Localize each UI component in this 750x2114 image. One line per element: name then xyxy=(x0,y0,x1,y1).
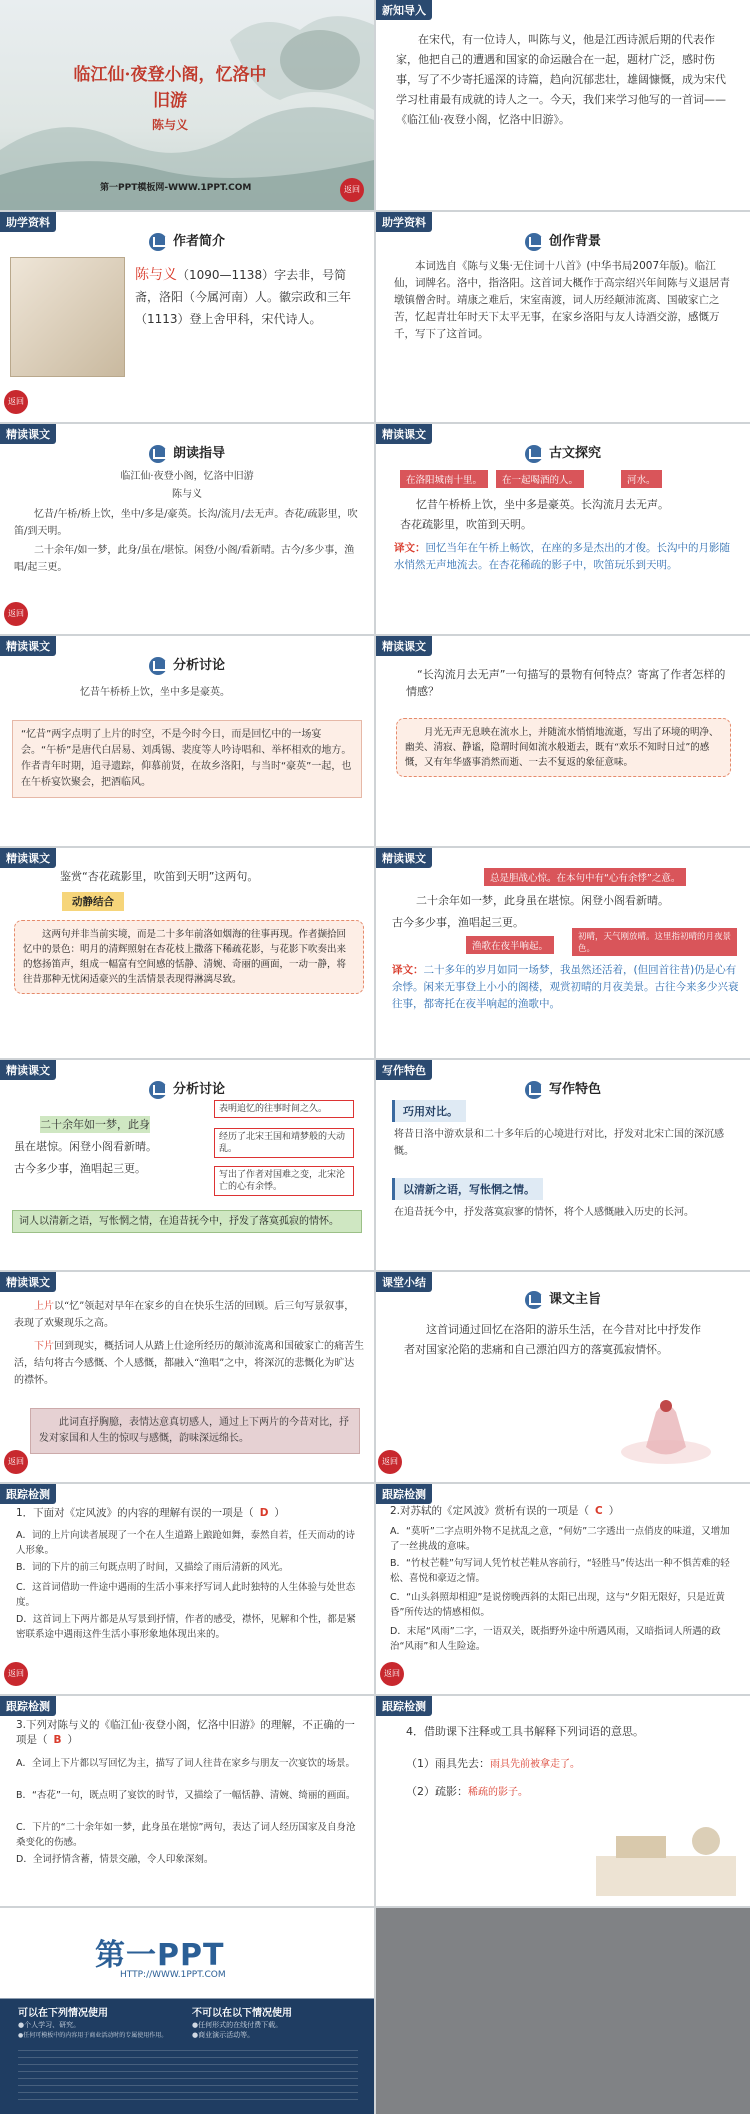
quiz-option: A．词的上片向读者展现了一个在人生道路上踉跄如舞，泰然自若，任天而动的诗人形象。 xyxy=(16,1530,355,1556)
slide-title: 创作背景 xyxy=(376,230,750,251)
quiz-item: （2）疏影：稀疏的影子。 xyxy=(406,1785,528,1798)
book-icon xyxy=(525,445,543,463)
slide-title: 古文探究 xyxy=(376,442,750,463)
slide-tag: 写作特色 xyxy=(376,1060,432,1080)
poem-line: 二十余年如一梦，此身虽在堪惊。闲登小阁看新晴。 xyxy=(416,894,669,907)
summary-box: 词人以清新之语，写怅惘之情，在追昔抚今中，抒发了落寞孤寂的情怀。 xyxy=(12,1210,362,1233)
back-seal[interactable]: 返回 xyxy=(380,1662,404,1686)
cover-title: 临江仙·夜登小阁，忆洛中旧游 xyxy=(73,65,267,111)
usage-allowed-heading: 可以在下列情况使用 xyxy=(18,2008,108,2019)
empty-slot xyxy=(376,1908,750,2114)
poem-line: 二十余年如一梦，此身 xyxy=(40,1118,150,1131)
slide-tag: 新知导入 xyxy=(376,0,432,20)
feature-heading: 巧用对比。 xyxy=(392,1100,466,1122)
desk-illustration xyxy=(586,1806,746,1901)
quiz-option: A．全词上下片都以写回忆为主，描写了词人往昔在家乡与朋友一次宴饮的场景。 xyxy=(16,1758,355,1769)
quiz-option: D．全词抒情含蓄，情景交融，令人印象深刻。 xyxy=(16,1854,214,1865)
appreciation-box: 这两句并非当前实境，而是二十多年前洛如烟海的往事再现。作者撷拾回忆中的景色：明月的清辉照射在杏花枝上撒落下稀疏花影，与花影下吹奏出来的悠扬笛声，组成一幅富有空间感的恬静、清婉、奇丽的画面，一动一静，将往昔那种无忧闲适豪兴的生活情景表现得淋漓尽致。 xyxy=(14,920,364,994)
back-seal[interactable]: 返回 xyxy=(4,1662,28,1686)
slide-analysis-1 xyxy=(0,636,374,846)
slide-appreciation xyxy=(0,848,374,1058)
method-label: 动静结合 xyxy=(62,892,124,911)
ppt-logo[interactable]: 第一PPT xyxy=(95,1938,225,1973)
slide-background xyxy=(376,212,750,422)
usage-allowed-text: ●个人学习、研究。 xyxy=(18,2021,81,2029)
quiz-item: （1）雨具先去：雨具先前被拿走了。 xyxy=(406,1757,580,1770)
back-seal[interactable]: 返回 xyxy=(4,1450,28,1474)
back-seal[interactable]: 返回 xyxy=(4,390,28,414)
usage-forbidden-heading: 不可以在以下情况使用 xyxy=(192,2008,292,2019)
book-icon xyxy=(525,233,543,251)
quiz-question: 2.对苏轼的《定风波》赏析有误的一项是（ C ） xyxy=(390,1505,620,1517)
translation: 译文：二十多年的岁月如同一场梦，我虽然还活着，(但回首往昔)仍是心有余悸。闲来无事登上小小的阁楼，观赏初晴的月夜美景。古往今来多少兴衰往事，都寄托在夜半响起的渔歌中。 xyxy=(392,964,739,1010)
summary-box: 此词直抒胸臆，表情达意真切感人，通过上下两片的今昔对比，抒发对家国和人生的惊叹与感慨，韵味深远绵长。 xyxy=(30,1408,360,1454)
back-seal[interactable]: 返回 xyxy=(378,1450,402,1474)
book-icon xyxy=(149,1081,167,1099)
slide-title: 课文主旨 xyxy=(376,1288,750,1309)
slide-tag: 精读课文 xyxy=(0,1272,56,1292)
translation: 译文：回忆当年在午桥上畅饮，在座的多是杰出的才俊。长沟中的月影随水悄然无声地流去。在杏花稀疏的影子中，吹笛玩乐到天明。 xyxy=(394,542,730,571)
slide-analysis-2 xyxy=(0,1060,374,1270)
feature-heading: 以清新之语，写怅惘之情。 xyxy=(392,1178,543,1200)
quiz-option: B．“杏花”一句，既点明了宴饮的时节，又描绘了一幅恬静、清婉、绮丽的画面。 xyxy=(16,1790,356,1801)
book-icon xyxy=(149,445,167,463)
poem-line: 忆昔午桥桥上饮，坐中多是豪英。长沟流月去无声。 xyxy=(416,498,669,511)
poem-author: 陈与义 xyxy=(172,489,202,500)
note-tag: 渔歌在夜半响起。 xyxy=(466,936,554,954)
quiz-option: A．“莫听”二字点明外物不足扰乱之意，“何妨”二字透出一点俏皮的味道，又增加了一丝挑战的意味。 xyxy=(390,1526,730,1552)
quiz-option: B．词的下片的前三句既点明了时间，又描绘了雨后清新的风光。 xyxy=(16,1562,289,1573)
note-box: 经历了北宋王国和靖梦般的大动乱。 xyxy=(214,1128,354,1158)
slide-author xyxy=(0,212,374,422)
slide-theme xyxy=(376,1272,750,1482)
slide-tag: 精读课文 xyxy=(376,848,432,868)
usage-allowed-text: ●任何可模板中的内容用于商业活动时的专属使用作用。 xyxy=(18,2032,168,2039)
note-tag: 在洛阳城南十里。 xyxy=(400,470,488,488)
poem-line: 古今多少事，渔唱起三更。 xyxy=(14,1162,146,1175)
slide-translation-2 xyxy=(376,848,750,1058)
slide-tag: 精读课文 xyxy=(0,636,56,656)
slide-credits xyxy=(0,1908,374,2114)
back-seal[interactable]: 返回 xyxy=(340,178,364,202)
slide-tag: 助学资料 xyxy=(376,212,432,232)
analysis-box: “忆昔”两字点明了上片的时空，不是今时今日，而是回忆中的一场宴会。“午桥”是唐代白居易、刘禹锡、裴度等人吟诗唱和、举杯相欢的地方。作者青年时期，追寻遗踪，仰慕前贤，在故乡洛阳，与当时“豪英”一起，也在午桥宴饮聚会，把酒临风。 xyxy=(12,720,362,798)
poem-line: 虽在堪惊。闲登小阁看新晴。 xyxy=(14,1140,157,1153)
back-seal[interactable]: 返回 xyxy=(4,602,28,626)
answer-box: 月光无声无息映在流水上，并随流水悄悄地流逝，写出了环境的明净、幽美、清寂、静谧，隐谓时间如流水般逝去，既有“欢乐不知时日过”的感慨，又有年华盛事消然而逝、一去不复返的象征意味。 xyxy=(396,718,731,777)
quiz-option: C．这首词借助一件途中遇雨的生活小事来抒写词人此时独特的人生体验与处世态度。 xyxy=(16,1582,356,1608)
feature-text: 将昔日洛中游欢景和二十多年后的心境进行对比，抒发对北宋亡国的深沉感慨。 xyxy=(394,1129,724,1157)
cover-footer[interactable]: 第一PPT模板网-WWW.1PPT.COM xyxy=(100,183,252,193)
slide-tag: 跟踪检测 xyxy=(0,1696,56,1716)
author-portrait xyxy=(10,257,125,377)
quote: 忆昔午桥桥上饮，坐中多是豪英。 xyxy=(80,687,230,698)
quiz-option: D．这首词上下两片都是从写景到抒情，作者的感受，襟怀，见解和个性，都是紧密联系途中遇雨这件生活小事形象地体现出来的。 xyxy=(16,1614,356,1640)
theme-text: 这首词通过回忆在洛阳的游乐生活，在今昔对比中抒发作者对国家沦陷的悲痛和自己漂泊四方的落寞孤寂情怀。 xyxy=(404,1323,701,1356)
slide-tag: 跟踪检测 xyxy=(0,1484,56,1504)
slide-quiz-2 xyxy=(376,1484,750,1694)
slide-tag: 精读课文 xyxy=(0,1060,56,1080)
upper-part: 上片以“忆”领起对早年在家乡的自在快乐生活的回顾。后三句写景叙事，表现了欢聚现乐之高。 xyxy=(14,1301,355,1329)
quiz-question: 1．下面对《定风波》的内容的理解有误的一项是（ D ） xyxy=(16,1507,285,1519)
slide-question xyxy=(376,636,750,846)
quiz-option: D．末尾“风雨”二字，一语双关，既指野外途中所遇风雨，又暗指词人所遇的政治“风雨”和人生险途。 xyxy=(390,1626,721,1652)
slide-writing-features xyxy=(376,1060,750,1270)
feature-text: 在追昔抚今中，抒发落寞寂寥的情怀，将个人感慨融入历史的长河。 xyxy=(394,1207,694,1218)
slide-intro xyxy=(376,0,750,210)
slide-tag: 精读课文 xyxy=(376,424,432,444)
slide-classical-study xyxy=(376,424,750,634)
slide-tag: 课堂小结 xyxy=(376,1272,432,1292)
poem-line: 古今多少事，渔唱起三更。 xyxy=(392,916,524,929)
cover-author: 陈与义 xyxy=(151,118,188,132)
quiz-option: C．“山头斜照却相迎”是说傍晚西斜的太阳已出现，这与“夕阳无限好，只是近黄昏”所传达的情感相似。 xyxy=(390,1592,725,1618)
slide-title: 作者简介 xyxy=(0,230,374,251)
quiz-question: 3.下列对陈与义的《临江仙·夜登小阁，忆洛中旧游》的理解，不正确的一项是（ B ） xyxy=(16,1719,355,1746)
ppt-url[interactable]: HTTP://WWW.1PPT.COM xyxy=(120,1970,226,1980)
question-text: “长沟流月去无声”一句描写的景物有何特点？寄寓了作者怎样的情感？ xyxy=(406,668,726,698)
note-box: 表明追忆的往事时间之久。 xyxy=(214,1100,354,1118)
slide-reading-guide xyxy=(0,424,374,634)
quiz-option: B．“竹杖芒鞋”句写词人凭竹杖芒鞋从容前行，“轻胜马”传达出一种不惧苦难的轻松、喜悦和豪迈之情。 xyxy=(390,1558,730,1584)
book-icon xyxy=(149,233,167,251)
slide-quiz-1 xyxy=(0,1484,374,1694)
note-tag: 总是胆战心惊。在本句中有“心有余悸”之意。 xyxy=(484,868,686,886)
book-icon xyxy=(525,1291,543,1309)
slide-tag: 跟踪检测 xyxy=(376,1696,432,1716)
slide-quiz-4 xyxy=(376,1696,750,1906)
slide-title: 写作特色 xyxy=(376,1078,750,1099)
poem-line: 二十余年/如一梦，此身/虽在/堪惊。闲登/小阁/看新晴。古今/多少事，渔唱/起三更。 xyxy=(14,545,355,573)
note-tag: 在一起喝酒的人。 xyxy=(496,470,584,488)
quiz-question: 4．借助课下注释或工具书解释下列词语的意思。 xyxy=(406,1725,644,1738)
poem-line: 忆昔/午桥/桥上饮，坐中/多是/豪英。长沟/流月/去无声。杏花/疏影里，吹笛/到天明。 xyxy=(14,509,358,537)
slide-title: 分析讨论 xyxy=(0,654,374,675)
slide-tag: 精读课文 xyxy=(376,636,432,656)
dancer-illustration xyxy=(596,1392,746,1477)
background-text: 本词选自《陈与义集·无住词十八首》(中华书局2007年版)。临江仙，词牌名。洛中，指洛阳。这首词大概作于高宗绍兴年间陈与义退居青墩镇僧舍时。靖康之难后，宋室南渡，词人历经颠沛流离、国破家亡之苦，忆起青壮年时天下太平无事，在家乡洛阳与友人诗酒交游，感慨万千，写下了这首词。 xyxy=(394,260,730,340)
link-list xyxy=(18,2050,358,2106)
author-bio: 陈与义（1090—1138）字去非，号简斋，洛阳（今属河南）人。徽宗政和三年（1113）登上舍甲科，宋代诗人。 xyxy=(135,267,352,326)
usage-forbidden-text: ●商业演示活动等。 xyxy=(192,2031,255,2039)
slide-title: 分析讨论 xyxy=(0,1078,374,1099)
slide-title: 朗读指导 xyxy=(0,442,374,463)
poem-title: 临江仙·夜登小阁，忆洛中旧游 xyxy=(120,471,254,482)
intro-text: 在宋代，有一位诗人，叫陈与义，他是江西诗派后期的代表作家，他把自己的遭遇和国家的命运融合在一起，题材广泛，感时伤事，写了不少寄托遥深的诗篇，趋向沉郁悲壮，雄阔慷慨，成为宋代学习杜甫最有成就的诗人之一。今天，我们来学习他写的一首词——《临江仙·夜登小阁，忆洛中旧游》。 xyxy=(396,33,726,126)
note-tag: 河水。 xyxy=(621,470,662,488)
slide-quiz-3 xyxy=(0,1696,374,1906)
appreciation-intro: 鉴赏“杏花疏影里，吹笛到天明”这两句。 xyxy=(60,870,259,883)
note-box: 写出了作者对国难之变，北宋沦亡的心有余悸。 xyxy=(214,1166,354,1196)
slide-cover[interactable] xyxy=(0,0,374,210)
slide-summary-analysis xyxy=(0,1272,374,1482)
note-tag: 初晴，天气刚放晴。这里指初晴的月夜景色。 xyxy=(572,928,737,956)
book-icon xyxy=(525,1081,543,1099)
slide-tag: 跟踪检测 xyxy=(376,1484,432,1504)
book-icon xyxy=(149,657,167,675)
lower-part: 下片回到现实，概括词人从踏上仕途所经历的颠沛流离和国破家亡的痛苦生活，结句将古今感慨、个人感慨，都融入“渔唱”之中，将深沉的悲慨化为旷达的襟怀。 xyxy=(14,1341,364,1386)
slide-tag: 精读课文 xyxy=(0,848,56,868)
usage-forbidden-text: ●任何形式的在线付费下载。 xyxy=(192,2021,283,2029)
slide-tag: 助学资料 xyxy=(0,212,56,232)
poem-line: 杏花疏影里，吹笛到天明。 xyxy=(400,518,532,531)
quiz-option: C．下片的“二十余年如一梦，此身虽在堪惊”两句，表达了词人经历国家及自身沧桑变化的伤感。 xyxy=(16,1822,356,1848)
slide-tag: 精读课文 xyxy=(0,424,56,444)
